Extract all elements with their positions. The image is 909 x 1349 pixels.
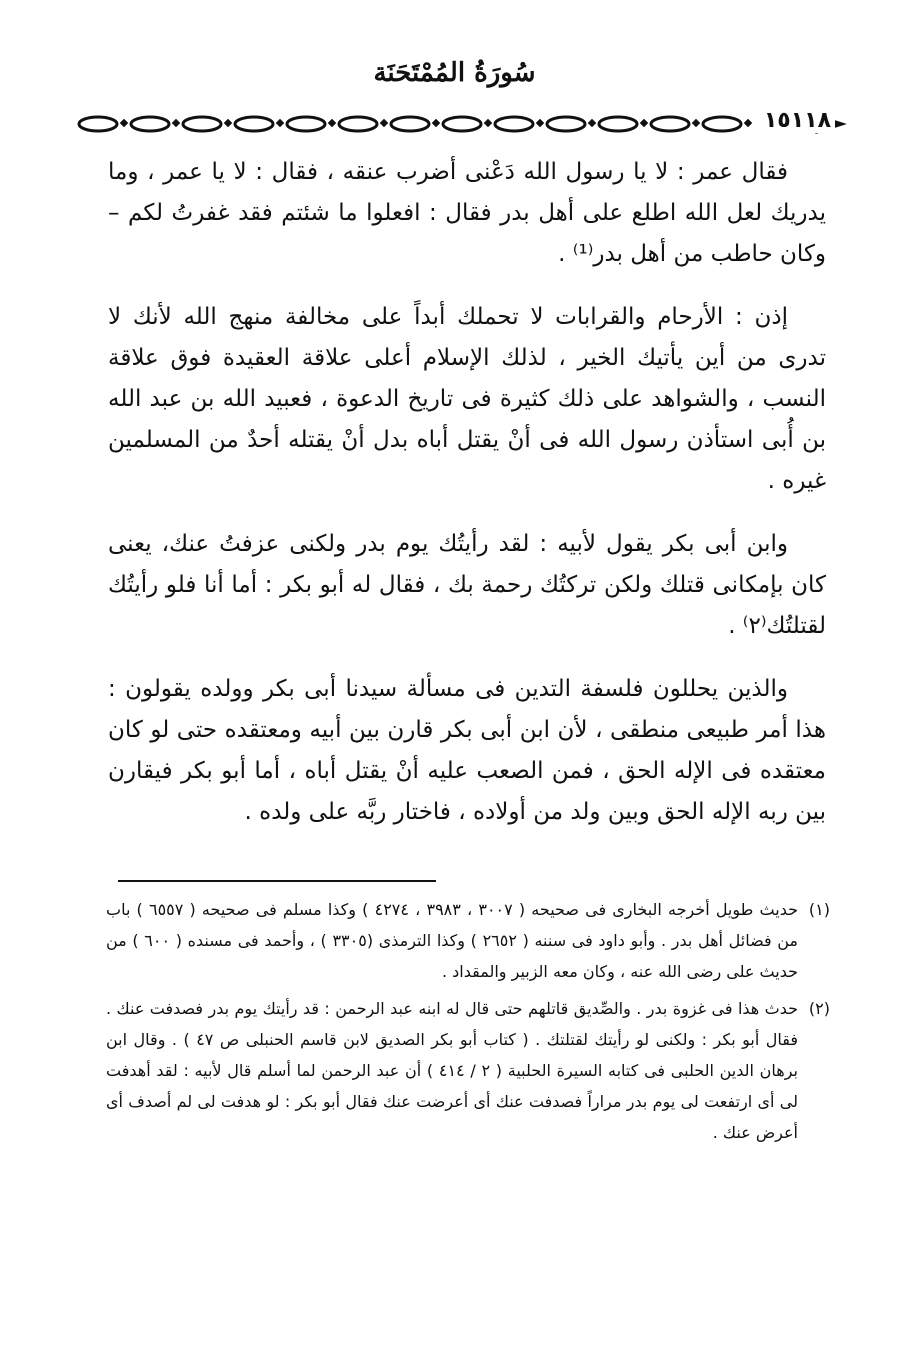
chain-link-icon xyxy=(651,117,689,131)
footnote-divider xyxy=(118,880,436,882)
paragraph: إذن : الأرحام والقرابات لا تحملك أبداً على مخالفة منهج الله لأنك لا تدرى من أين يأتيك الخير ، لذلك الإسلام أعلى علاقة العقيدة فوق علاقة النسب ، والشواهد على ذلك كثيرة فى تاريخ الدعوة ، فعبيد الله بن عبد الله بن أُبى استأذن رسول الله فى أنْ يقتل أباه بدل أنْ يقتله أحدٌ من المسلمين غيره . xyxy=(108,304,826,494)
chain-link-icon xyxy=(599,117,637,131)
chain-diamond-icon xyxy=(536,119,544,127)
page-number: ١٥١١٨ xyxy=(760,108,835,133)
ornamental-rule xyxy=(72,104,847,144)
chain-diamond-icon xyxy=(224,119,232,127)
footnote-number: (٢) xyxy=(808,999,830,1018)
chain-diamond-icon xyxy=(380,119,388,127)
chain-link-icon xyxy=(443,117,481,131)
main-text xyxy=(108,152,826,855)
surah-title: سُورَةُ المُمْتَحَنَة xyxy=(373,58,536,88)
chain-link-icon xyxy=(703,117,741,131)
chain-diamond-icon xyxy=(692,119,700,127)
chain-diamond-icon xyxy=(640,119,648,127)
chain-diamond-icon xyxy=(120,119,128,127)
footnotes xyxy=(106,894,830,1154)
paragraph: وابن أبى بكر يقول لأبيه : لقد رأيتُك يوم بدر ولكنى عزفتُ عنك، يعنى كان بإمكانى قتلك ولكن تركتُك رحمة بك ، فقال له أبو بكر : أما أنا فلو رأيتُك لقتلتُك⁽٢⁾ . xyxy=(108,531,826,639)
chain-diamond-icon xyxy=(328,119,336,127)
footnote xyxy=(106,894,830,987)
footnote-text: حدث هذا فى غزوة بدر . والصِّديق قاتلهم حتى قال له ابنه عبد الرحمن : قد رأيتك يوم بدر فصدفت عنك . فقال أبو بكر : ولكنى لو رأيتك لقتلتك . ( كتاب أبو بكر الصديق لابن قاسم الحنبلى ص ٤٧ ) . وقال ابن برهان الدين الحلبى فى كتابه السيرة الحلبية ( ٢ / ٤١٤ ) أن عبد الرحمن لما أسلم قال لأبيه : لقد أهدفت لى أى ارتفعت لى يوم بدر مراراً فصدفت عنك أى أعرضت عنك فقال أبو بكر : لو هدفت لى لم أصدف أى أعرض عنك . xyxy=(106,999,799,1142)
chain-link-icon xyxy=(131,117,169,131)
chain-link-icon xyxy=(183,117,221,131)
footnote xyxy=(106,993,830,1148)
chain-link-icon xyxy=(235,117,273,131)
chain-link-icon xyxy=(391,117,429,131)
chain-diamond-icon xyxy=(744,119,752,127)
chain-link-icon xyxy=(547,117,585,131)
chain-diamond-icon xyxy=(588,119,596,127)
chain-link-icon xyxy=(339,117,377,131)
chain-diamond-icon xyxy=(172,119,180,127)
chain-diamond-icon xyxy=(484,119,492,127)
chain-diamond-icon xyxy=(276,119,284,127)
footnote-text: حديث طويل أخرجه البخارى فى صحيحه ( ٣٠٠٧ ، ٣٩٨٣ ، ٤٢٧٤ ) وكذا مسلم فى صحيحه ( ٦٥٥٧ ) باب من فضائل أهل بدر . وأبو داود فى سننه ( ٢٦٥٢ ) وكذا الترمذى (٣٣٠٥ ) ، وأحمد فى مسنده ( ٦٠٠ ) من حديث على رضى الله عنه ، وكان معه الزبير والمقداد . xyxy=(106,900,799,981)
chain-link-icon xyxy=(79,117,117,131)
chain-diamond-icon xyxy=(432,119,440,127)
paragraph: والذين يحللون فلسفة التدين فى مسألة سيدنا أبى بكر وولده يقولون : هذا أمر طبيعى منطقى ، لأن ابن أبى بكر قارن بين أبيه ومعتقده حتى لو كان معتقده فى الإله الحق ، فمن الصعب عليه أنْ يقتل أباه ، أما أبو بكر فيقارن بين ربه الإله الحق وبين ولد من أولاده ، فاختار ربَّه على ولده . xyxy=(108,676,826,825)
footnote-number: (١) xyxy=(808,900,830,919)
chain-link-icon xyxy=(287,117,325,131)
chain-link-icon xyxy=(495,117,533,131)
paragraph: فقال عمر : لا يا رسول الله دَعْنى أضرب عنقه ، فقال : لا يا عمر ، وما يدريك لعل الله اطلع على أهل بدر فقال : افعلوا ما شئتم فقد غفرتُ لكم – وكان حاطب من أهل بدر⁽¹⁾ . xyxy=(108,159,826,267)
chain-ornament-icon xyxy=(72,104,847,144)
